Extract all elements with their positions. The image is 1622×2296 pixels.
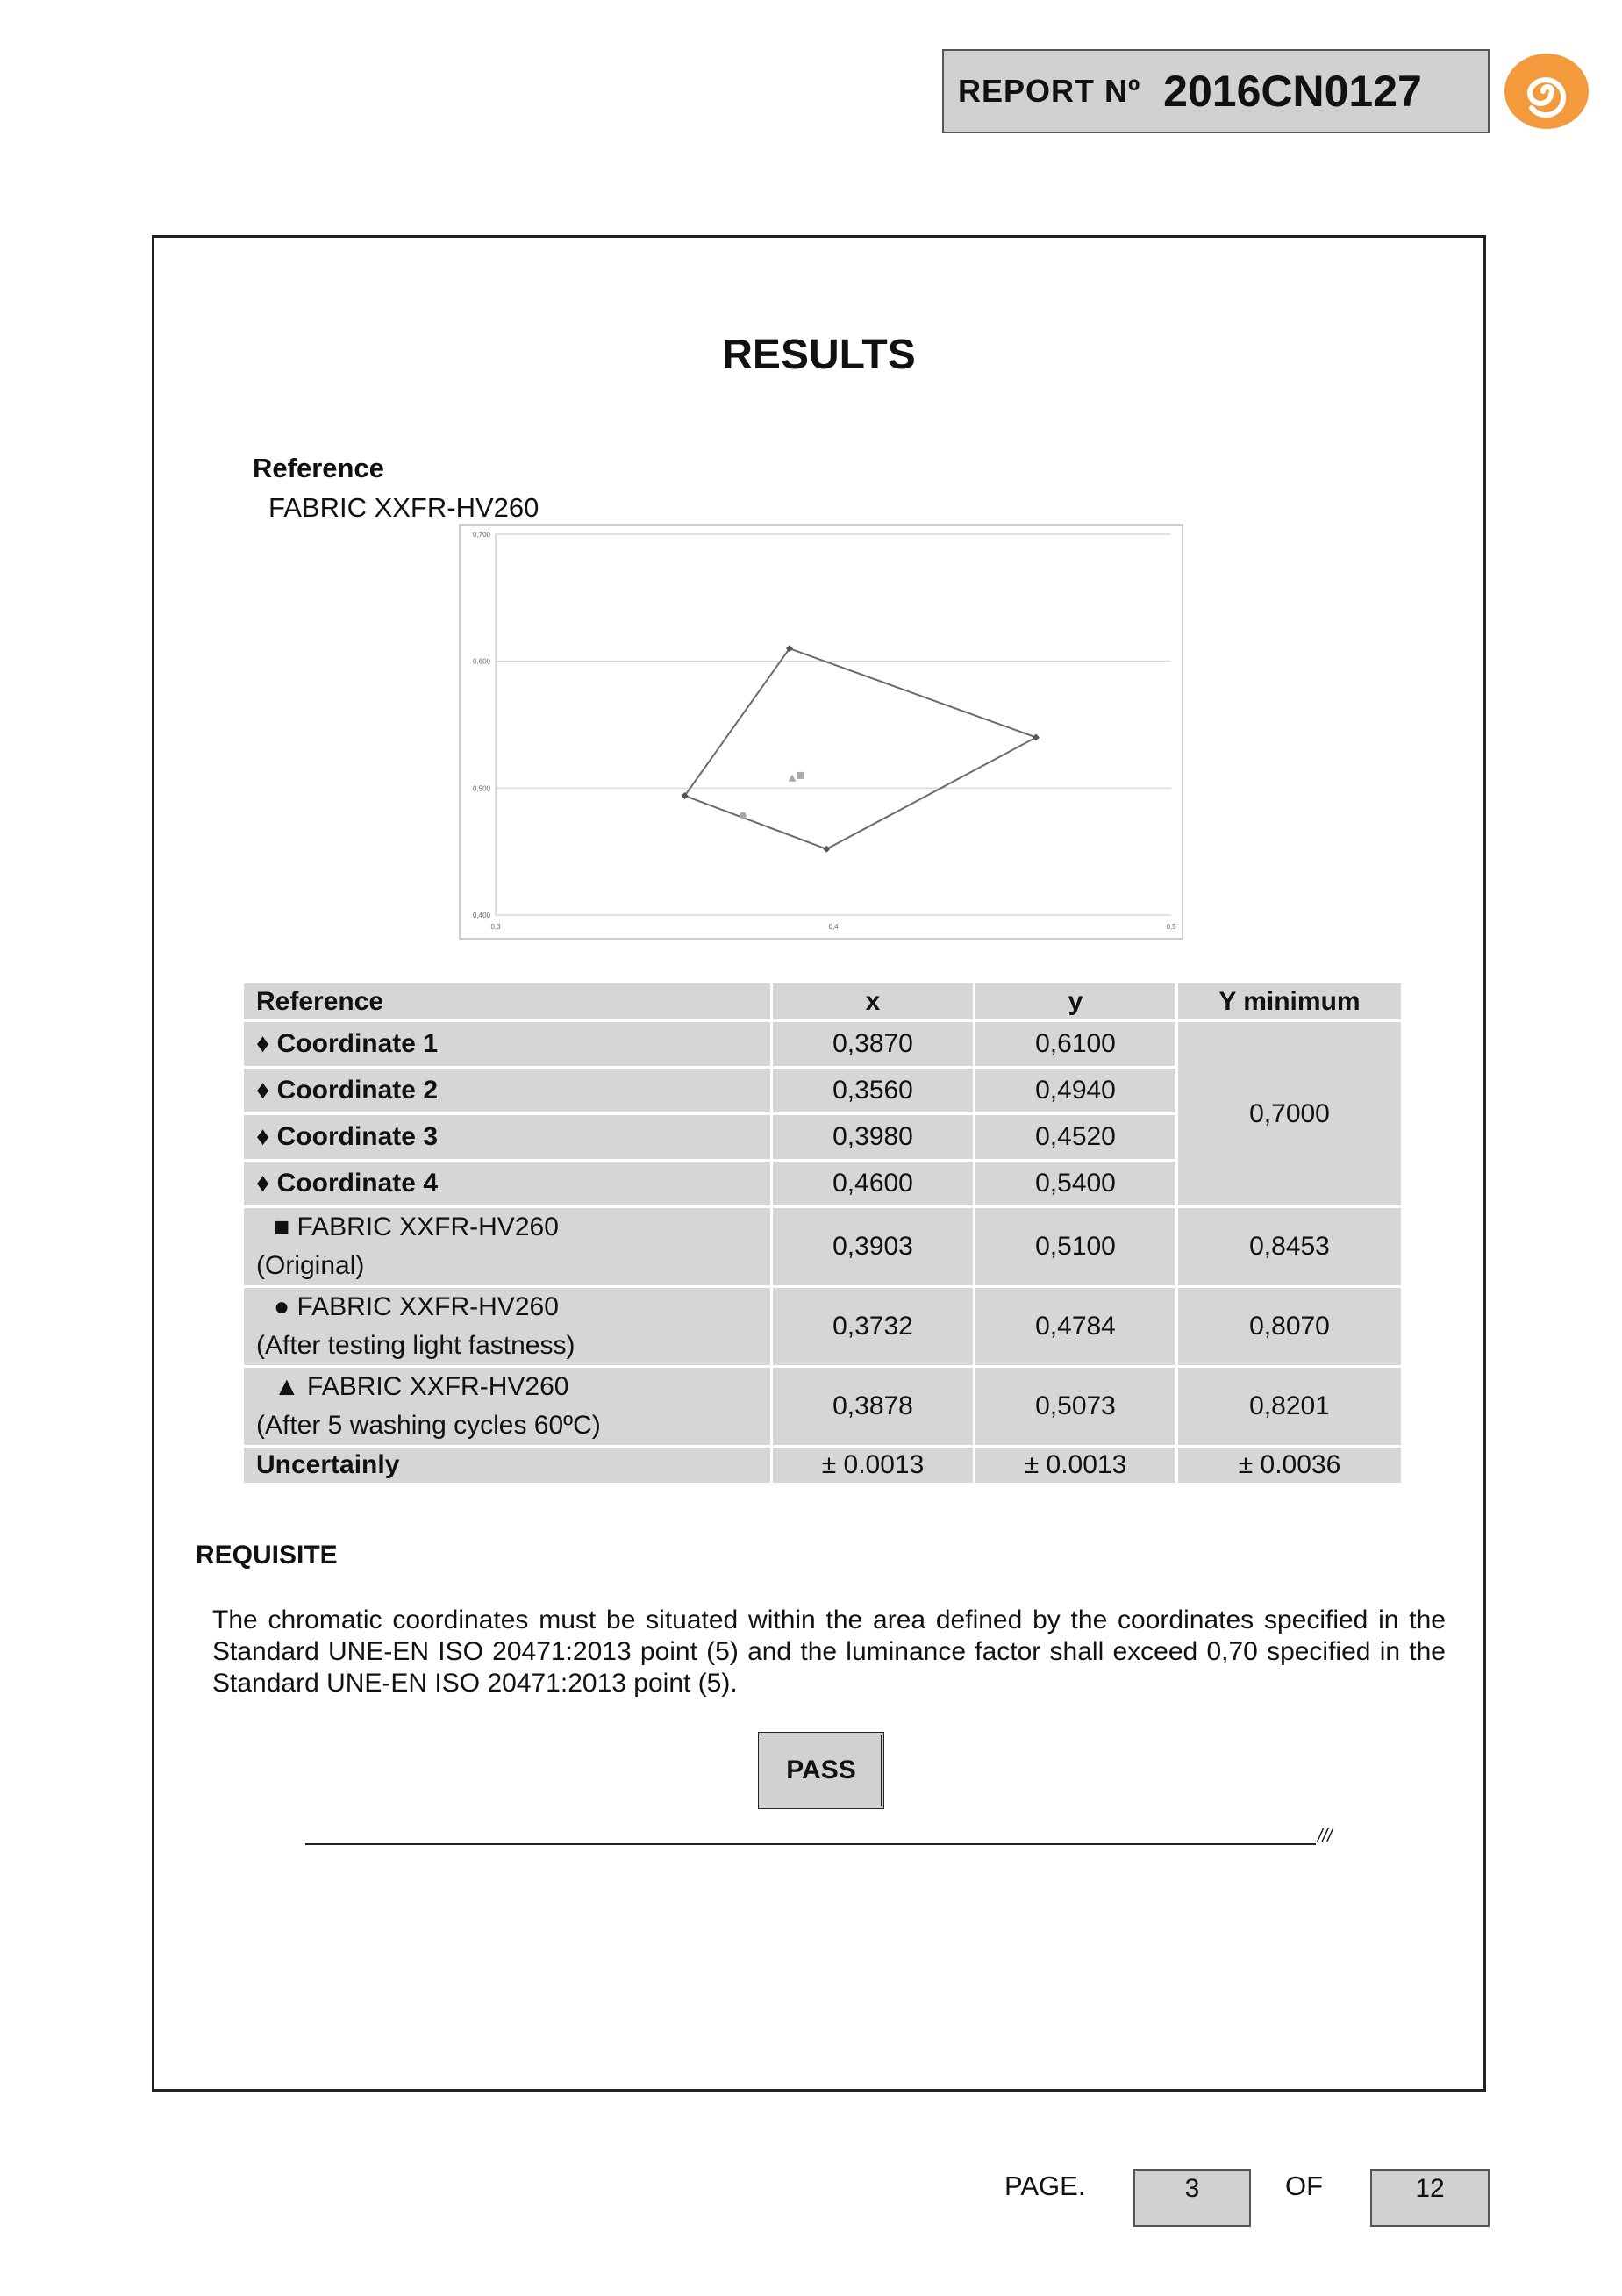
report-number: 2016CN0127 xyxy=(1163,67,1422,116)
y-tick-label: 0,400 xyxy=(472,912,490,919)
uncertainty-label: Uncertainly xyxy=(243,1447,772,1484)
verdict-badge: PASS xyxy=(758,1732,884,1809)
y-tick-label: 0,600 xyxy=(472,657,490,666)
report-number-box xyxy=(942,49,1490,133)
closing-mark: /// xyxy=(1318,1827,1333,1846)
results-table xyxy=(241,981,1404,1485)
header-y: y xyxy=(975,983,1177,1021)
chart-border xyxy=(460,525,1183,939)
coordinates-y-minimum: 0,7000 xyxy=(1177,1021,1403,1207)
sample-condition: (After testing light fastness) xyxy=(256,1331,575,1360)
sample-name: ▲ FABRIC XXFR-HV260 xyxy=(274,1372,569,1401)
sample-x: 0,3903 xyxy=(772,1207,975,1287)
uncertainty-y: ± 0.0013 xyxy=(975,1447,1177,1484)
header-reference: Reference xyxy=(243,983,772,1021)
light-fastness-sample-point xyxy=(740,812,747,819)
reference-label: Reference xyxy=(253,453,384,483)
report-label: REPORT Nº xyxy=(958,73,1141,109)
header-x: x xyxy=(772,983,975,1021)
coordinate-label: ♦ Coordinate 4 xyxy=(243,1161,772,1207)
sample-label xyxy=(243,1207,772,1287)
coordinate-label: ♦ Coordinate 2 xyxy=(243,1068,772,1114)
of-label: OF xyxy=(1285,2171,1324,2201)
sample-y: 0,5100 xyxy=(975,1207,1177,1287)
total-pages-number: 12 xyxy=(1370,2169,1490,2227)
uncertainty-row xyxy=(243,1447,1403,1484)
x-tick-label: 0,5 xyxy=(1166,923,1176,931)
sample-x: 0,3732 xyxy=(772,1287,975,1367)
sample-y: 0,5073 xyxy=(975,1367,1177,1447)
sample-y: 0,4784 xyxy=(975,1287,1177,1367)
sample-label xyxy=(243,1287,772,1367)
table-row xyxy=(243,1021,1403,1068)
coordinate-y: 0,6100 xyxy=(975,1021,1177,1068)
sample-condition: (Original) xyxy=(256,1251,365,1280)
requisite-label: REQUISITE xyxy=(196,1541,338,1570)
original-sample-point xyxy=(797,772,804,779)
coordinate-label: ♦ Coordinate 3 xyxy=(243,1114,772,1161)
table-row xyxy=(243,1287,1403,1367)
page-title: RESULTS xyxy=(722,332,916,378)
reference-value: FABRIC XXFR-HV260 xyxy=(268,492,539,523)
x-tick-label: 0,3 xyxy=(490,923,501,931)
coordinate-y: 0,5400 xyxy=(975,1161,1177,1207)
coordinate-x: 0,4600 xyxy=(772,1161,975,1207)
coordinate-x: 0,3870 xyxy=(772,1021,975,1068)
coordinate-y: 0,4940 xyxy=(975,1068,1177,1114)
sample-y-minimum: 0,8453 xyxy=(1177,1207,1403,1287)
x-tick-label: 0,4 xyxy=(828,923,839,931)
sample-label xyxy=(243,1367,772,1447)
sample-name: ● FABRIC XXFR-HV260 xyxy=(274,1292,559,1321)
sample-y-minimum: 0,8201 xyxy=(1177,1367,1403,1447)
sample-x: 0,3878 xyxy=(772,1367,975,1447)
results-frame xyxy=(152,235,1486,2092)
table-row xyxy=(243,1367,1403,1447)
sample-y-minimum: 0,8070 xyxy=(1177,1287,1403,1367)
sample-name: ■ FABRIC XXFR-HV260 xyxy=(274,1212,559,1241)
y-tick-label: 0,500 xyxy=(472,784,490,793)
page-label: PAGE. xyxy=(1004,2171,1086,2201)
sample-condition: (After 5 washing cycles 60ºC) xyxy=(256,1411,601,1440)
header-y-minimum: Y minimum xyxy=(1177,983,1403,1021)
coordinate-x: 0,3560 xyxy=(772,1068,975,1114)
current-page-number: 3 xyxy=(1133,2169,1251,2227)
coordinate-y: 0,4520 xyxy=(975,1114,1177,1161)
requisite-text: The chromatic coordinates must be situated within the area defined by the coordinates specified in the Standard UNE-EN ISO 20471:2013 point (5) and the luminance factor shall exceed 0,70 specified in the Standard UNE-EN ISO 20471:2013 point (5). xyxy=(212,1606,1446,1698)
table-header-row xyxy=(243,983,1403,1021)
uncertainty-x: ± 0.0013 xyxy=(772,1447,975,1484)
chromaticity-chart xyxy=(459,524,1183,940)
table-row xyxy=(243,1207,1403,1287)
orange-spiral-logo-icon xyxy=(1502,51,1591,132)
closing-line xyxy=(305,1843,1316,1845)
coordinate-x: 0,3980 xyxy=(772,1114,975,1161)
y-tick-label: 0,700 xyxy=(472,531,490,539)
coordinate-label: ♦ Coordinate 1 xyxy=(243,1021,772,1068)
uncertainty-y-minimum: ± 0.0036 xyxy=(1177,1447,1403,1484)
